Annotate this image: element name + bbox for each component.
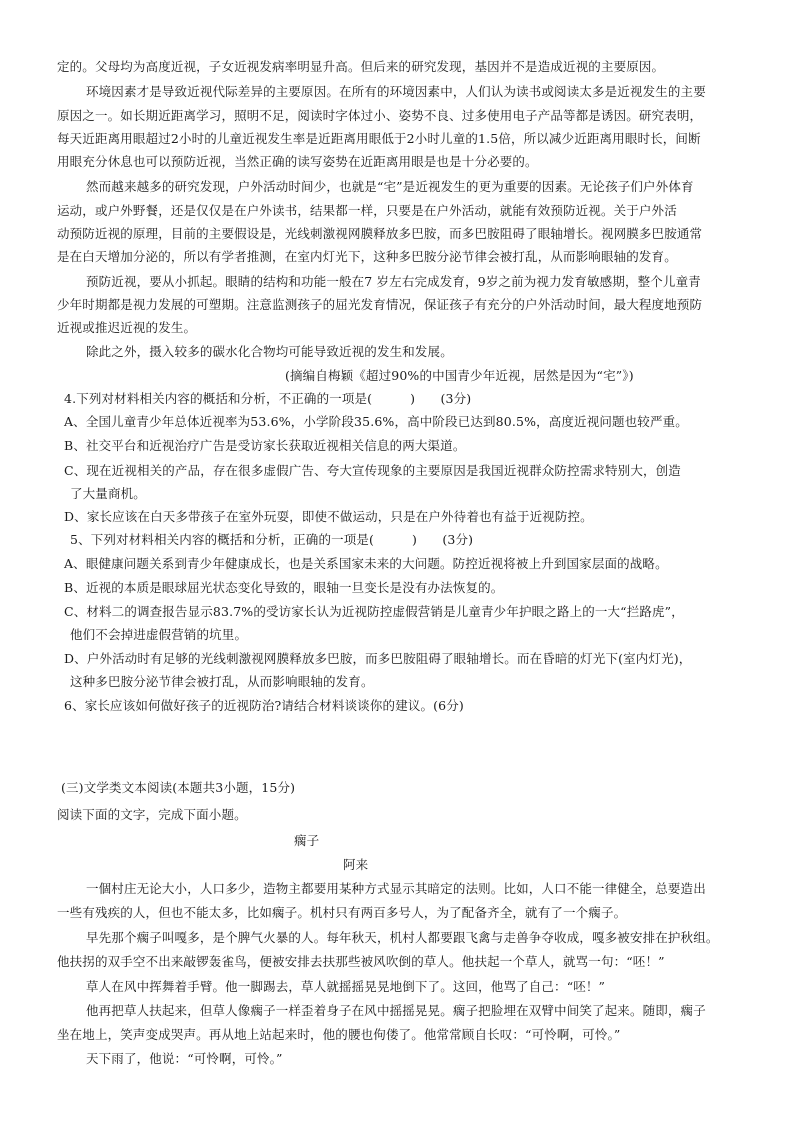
question-5-option-c: C、材料二的调查报告显示83.7%的受访家长认为近视防控虚假营销是儿童青少年护眼之路上的一大“拦路虎”， — [64, 604, 684, 619]
story-title: 瘸子 — [294, 833, 320, 848]
question-4-stem: 4.下列对材料相关内容的概括和分析，不正确的一项是( ) (3分) — [64, 391, 472, 406]
question-5-option-c-cont: 他们不会掉进虚假营销的坑里。 — [70, 627, 248, 642]
question-4-option-c: C、现在近视相关的产品，存在很多虚假广告、夸大宣传现象的主要原因是我国近视群众防控需求特别大，创造 — [64, 463, 681, 478]
question-5-option-b: B、近视的本质是眼球屈光状态变化导致的，眼轴一旦变长是没有办法恢复的。 — [64, 580, 504, 595]
source-citation: (摘编自梅颖《超过90%的中国青少年近视，居然是因为“宅”》) — [285, 368, 634, 383]
question-5-option-a: A、眼健康问题关系到青少年健康成长，也是关系国家未来的大问题。防控近视将被上升到国家层面的战略。 — [64, 556, 668, 571]
passage-line: 除此之外，摄入较多的碳水化合物均可能导致近视的发生和发展。 — [86, 344, 453, 359]
story-line: 他扶拐的双手空不出来敲锣轰雀鸟，便被安排去扶那些被风吹倒的草人。他扶起一个草人，就骂一句：“呸！” — [57, 954, 665, 969]
passage-line: 然而越来越多的研究发现，户外活动时间少，也就是“宅”是近视发生的更为重要的因素。无论孩子们户外体育 — [86, 179, 694, 194]
story-author: 阿来 — [343, 857, 369, 872]
passage-line: 预防近视，要从小抓起。眼睛的结构和功能一般在7 岁左右完成发育，9岁之前为视力发育敏感期，整个儿童青 — [86, 274, 701, 289]
story-line: 草人在风中挥舞着手臂。他一脚踢去，草人就摇摇晃晃地倒下了。这回，他骂了自己：“呸！” — [86, 979, 606, 994]
passage-line: 用眼充分休息也可以预防近视，当然正确的读写姿势在近距离用眼是也是十分必要的。 — [57, 154, 538, 169]
passage-line: 定的。父母均为高度近视，子女近视发病率明显升高。但后来的研究发现，基因并不是造成近视的主要原因。 — [57, 59, 665, 74]
passage-line: 运动，或户外野餐，还是仅仅是在户外读书，结果都一样，只要是在户外活动，就能有效预防近视。关于户外活 — [57, 203, 677, 218]
passage-line: 每天近距离用眼超过2小时的儿童近视发生率是近距离用眼低于2小时儿童的1.5倍，所以减少近距离用眼时长，间断 — [57, 131, 701, 146]
section-instruction: 阅读下面的文字，完成下面小题。 — [57, 807, 247, 822]
section-heading: (三)文学类文本阅读(本题共3小题，15分) — [61, 780, 296, 795]
story-line: 坐在地上，笑声变成哭声。再从地上站起来时，他的腰也佝偻了。他常常顾自长叹：“可怜啊，可怜。” — [57, 1027, 621, 1042]
question-4-option-d: D、家长应该在白天多带孩子在室外玩耍，即使不做运动，只是在户外待着也有益于近视防控。 — [64, 509, 593, 524]
passage-line: 是在白天增加分泌的，所以有学者推测，在室内灯光下，这种多巴胺分泌节律会被打乱，从而影响眼轴的发育。 — [57, 249, 677, 264]
question-6-stem: 6、家长应该如何做好孩子的近视防治?请结合材料谈谈你的建议。(6分) — [64, 698, 464, 713]
story-line: 他再把草人扶起来，但草人像瘸子一样歪着身子在风中摇摇晃晃。瘸子把脸埋在双臂中间笑了起来。随即，瘸子 — [86, 1003, 706, 1018]
question-5-option-d-cont: 这种多巴胺分泌节律会被打乱，从而影响眼轴的发育。 — [70, 674, 374, 689]
passage-line: 少年时期都是视力发展的可塑期。注意监测孩子的屈光发育情况，保证孩子有充分的户外活动时间，最大程度地预防 — [57, 297, 703, 312]
story-line: 天下雨了，他说：“可怜啊，可怜。” — [86, 1051, 283, 1066]
passage-line: 动预防近视的原理，目前的主要假设是，光线刺激视网膜释放多巴胺，而多巴胺阻碍了眼轴增长。视网膜多巴胺通常 — [57, 226, 703, 241]
question-4-option-c-cont: 了大量商机。 — [70, 486, 146, 501]
story-line: 一些有残疾的人，但也不能太多，比如瘸子。机村只有两百多号人，为了配备齐全，就有了一个瘸子。 — [57, 905, 627, 920]
question-5-option-d: D、户外活动时有足够的光线刺激视网膜释放多巴胺，而多巴胺阻碍了眼轴增长。而在昏暗的灯光下(室内灯光)， — [64, 651, 692, 666]
passage-line: 环境因素才是导致近视代际差异的主要原因。在所有的环境因素中，人们认为读书或阅读太多是近视发生的主要 — [86, 84, 706, 99]
question-4-option-a: A、全国儿童青少年总体近视率为53.6%，小学阶段35.6%，高中阶段已达到80.5%，高度近视问题也较严重。 — [64, 414, 688, 429]
passage-line: 原因之一。如长期近距离学习，照明不足，阅读时字体过小、姿势不良、过多使用电子产品等都是诱因。研究表明， — [57, 108, 703, 123]
story-line: 早先那个瘸子叫嘎多，是个脾气火暴的人。每年秋天，机村人都要跟飞禽与走兽争夺收成，嘎多被安排在护秋组。 — [86, 930, 719, 945]
passage-line: 近视或推迟近视的发生。 — [57, 320, 197, 335]
question-4-option-b: B、社交平台和近视治疗广告是受访家长获取近视相关信息的两大渠道。 — [64, 438, 466, 453]
story-line: 一個村庄无论大小，人口多少，造物主都要用某种方式显示其暗定的法则。比如，人口不能一律健全，总要造出 — [86, 881, 706, 896]
question-5-stem: 5、下列对材料相关内容的概括和分析，正确的一项是( ) (3分) — [70, 532, 474, 547]
